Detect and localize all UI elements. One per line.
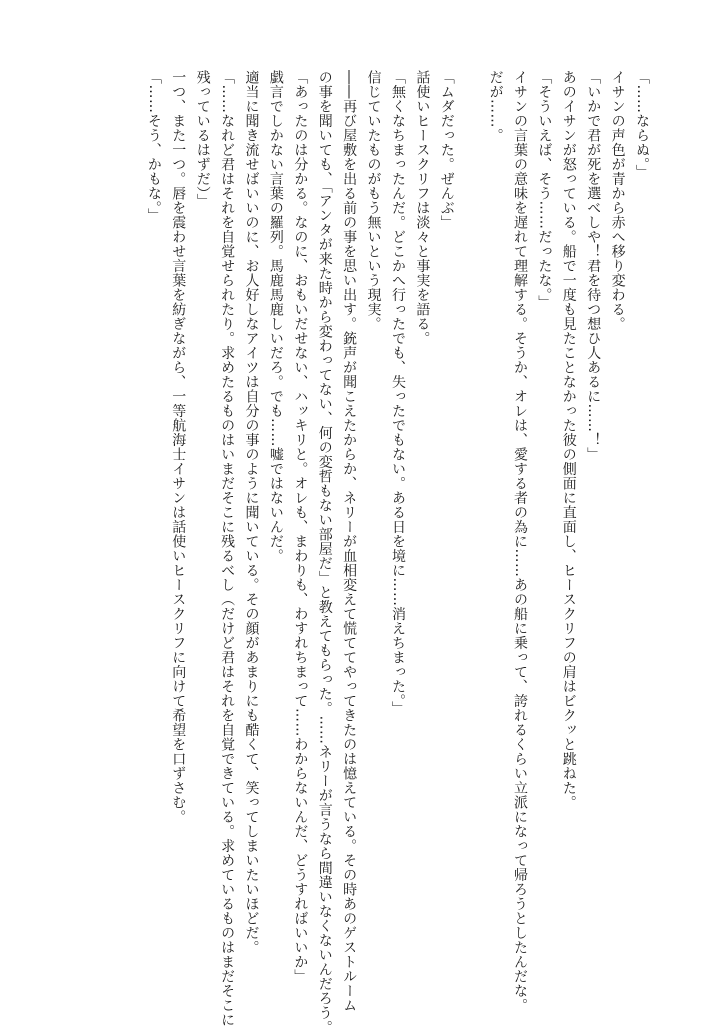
text-line: 「いかで君が死を選べしや！君を待つ想ひ人あるに……！」 [585, 70, 602, 462]
text-line: 「……なれど君はそれを自覚せられたり。求めたるものはいまだそこに残るべし（だけど君はそれを自覚できている。求めているものはまだそこに [219, 70, 236, 1027]
text-line: 戯言でしかない言葉の羅列。馬鹿馬鹿しいだろ。でも……嘘ではないんだ。 [267, 70, 284, 563]
text-line: 信じていたものがもう無いという現実。 [365, 70, 382, 331]
text-line: イサンの声色が青から赤へ移り変わる。 [609, 70, 626, 331]
text-line: あのイサンが怒っている。船で一度も見たことなかった彼の側面に直面し、ヒースクリフの肩はビクッと跳ねた。 [560, 70, 577, 810]
text-line: 「……ならぬ。」 [634, 70, 650, 179]
text-line: ――再び屋敷を出る前の事を思い出す。銃声が聞こえたからか、ネリーが血相変えて慌ててやってきたのは憶えている。その時あのゲストルーム [341, 70, 358, 1013]
text-line: 「無くなちまったんだ。どこかへ行ったでも、失ったでもない。ある日を境に……消えちまった。」 [389, 70, 406, 716]
text-line: の事を聞いても、「アンタが来た時から変わってない、何の変哲もない部屋だ」と教えてもらった。……ネリーが言うなら間違いなくないんだろう。 [316, 70, 333, 1035]
text-line: 適当に聞き流せばいいのに、お人好しなアイツは自分の事のように聞いている。その顔があまりにも酷くて、笑ってしまいたいほどだ。 [243, 70, 260, 955]
text-line: 話使いヒースクリフは淡々と事実を語る。 [414, 70, 431, 346]
text-line: 残っているはずだ）」 [194, 70, 211, 208]
text-line: だが……。 [487, 70, 504, 143]
text-line: 一つ、また一つ。唇を震わせ言葉を紡ぎながら、一等航海士イサンは話使いヒースクリフに向けて希望を口ずさむ。 [170, 70, 187, 824]
text-line: 「ムダだった。ぜんぶ」 [438, 70, 455, 230]
text-line: 「あったのは分かる。なのに、おもいだせない、ハッキリと。オレも、まわりも、わすれちまって……わからないんだ、どうすればいいか」 [292, 70, 309, 984]
text-line: 「そういえば、そう……だったな。」 [536, 70, 553, 310]
text-line: 「……そう、かもな。」 [145, 70, 162, 223]
blank-line [459, 70, 483, 970]
vertical-text-body [141, 70, 654, 1035]
text-line: イサンの言葉の意味を遅れて理解する。そうか、オレは、愛する者の為に……あの船に乗って、誇れるくらい立派になって帰ろうとしたんだな。 [511, 70, 528, 1013]
